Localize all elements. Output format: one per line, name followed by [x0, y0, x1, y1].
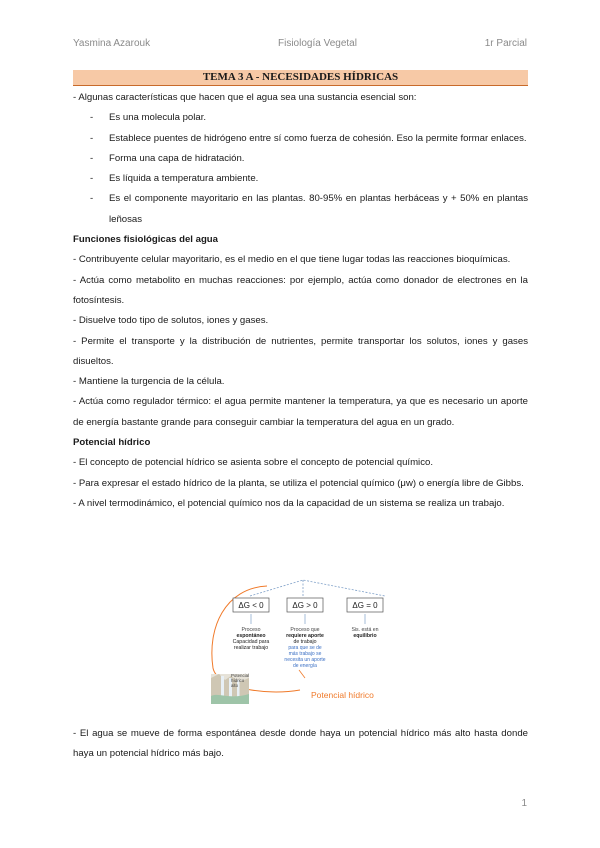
- waterfall-label: alto: [231, 683, 239, 688]
- orange-arrow: [299, 670, 305, 678]
- col2-line: de trabajo: [293, 639, 317, 645]
- col2-line: Proceso que: [290, 627, 320, 633]
- list-item: - Es el componente mayoritario en las plantas. 80-95% en plantas herbáceas y + 50% en plantas leñosas: [73, 189, 528, 230]
- paragraph: - Actúa como metabolito en muchas reacciones: por ejemplo, actúa como donador de electrones en la fotosíntesis.: [73, 274, 528, 306]
- list-item: - Forma una capa de hidratación.: [73, 149, 528, 169]
- paragraph: - El concepto de potencial hídrico se asienta sobre el concepto de potencial químico.: [73, 457, 433, 469]
- list-item: - Es líquida a temperatura ambiente.: [73, 169, 528, 189]
- col2-blue-line: más trabajo se: [288, 651, 322, 657]
- paragraph: - Contribuyente celular mayoritario, es el medio en el que tiene lugar todas las reacciones bioquímicas.: [73, 254, 511, 266]
- header-author: Yasmina Azarouk: [73, 38, 151, 49]
- col1-line: realizar trabajo: [233, 645, 269, 651]
- intro-text: - Algunas características que hacen que el agua sea una sustancia esencial son:: [73, 92, 417, 103]
- col2-blue-line: necesita un aporte: [284, 657, 326, 663]
- col1-line: Capacidad para: [232, 639, 270, 645]
- header-subject: Fisiología Vegetal: [278, 38, 357, 49]
- paragraph: - Permite el transporte y la distribución de nutrientes, permite transportar los solutos, iones y gases disueltos.: [73, 335, 528, 367]
- col1-line: Proceso: [241, 627, 261, 633]
- paragraph: - Actúa como regulador térmico: el agua permite mantener la temperatura, ya que es necesario un aporte de energía bastante grande para conseguir cambiar la temperatura del agua en un grado.: [73, 396, 528, 428]
- waterfall-label: hídrico: [231, 678, 245, 683]
- box-label: ΔG > 0: [292, 601, 318, 610]
- col2-blue-line: para que se de: [288, 645, 322, 651]
- document-body: [73, 88, 528, 514]
- paragraph: - Para expresar el estado hídrico de la planta, se utiliza el potencial químico (μw) o energía libre de Gibbs.: [73, 477, 524, 489]
- section-heading-water-potential: Potencial hídrico: [73, 437, 151, 449]
- col2-blue-line: de energía: [293, 663, 317, 669]
- col2-line: requiere aporte: [286, 633, 324, 639]
- conclusion-paragraph: - El agua se mueve de forma espontánea desde donde haya un potencial hídrico más alto hasta donde haya un potencial hídrico más bajo.: [73, 727, 528, 759]
- page-header: [73, 38, 527, 52]
- col3-line: equilibrio: [353, 633, 377, 639]
- page-title: TEMA 3 A - NECESIDADES HÍDRICAS: [73, 70, 528, 86]
- paragraph: - Disuelve todo tipo de solutos, iones y gases.: [73, 315, 269, 327]
- header-term: 1r Parcial: [484, 38, 527, 49]
- characteristics-list: [73, 108, 528, 230]
- col1-line: espontáneo: [236, 633, 266, 639]
- paragraph: - Mantiene la turgencia de la célula.: [73, 376, 225, 388]
- page-number: 1: [521, 798, 527, 809]
- paragraph: - A nivel termodinámico, el potencial químico nos da la capacidad de un sistema se realiza un trabajo.: [73, 497, 505, 509]
- col3-line: Sis. está en: [351, 627, 379, 633]
- box-label: ΔG < 0: [238, 601, 264, 610]
- orange-label: Potencial hídrico: [311, 690, 374, 700]
- box-label: ΔG = 0: [352, 601, 378, 610]
- list-item: - Establece puentes de hidrógeno entre sí como fuerza de cohesión. Eso la permite formar enlaces.: [73, 129, 528, 149]
- gibbs-energy-diagram: [205, 578, 405, 706]
- diagram-svg: [205, 578, 405, 706]
- connector-line: [250, 580, 385, 596]
- waterfall-label: Potencial: [231, 673, 250, 678]
- list-item: - Es una molecula polar.: [73, 108, 528, 128]
- section-heading-functions: Funciones fisiológicas del agua: [73, 234, 219, 246]
